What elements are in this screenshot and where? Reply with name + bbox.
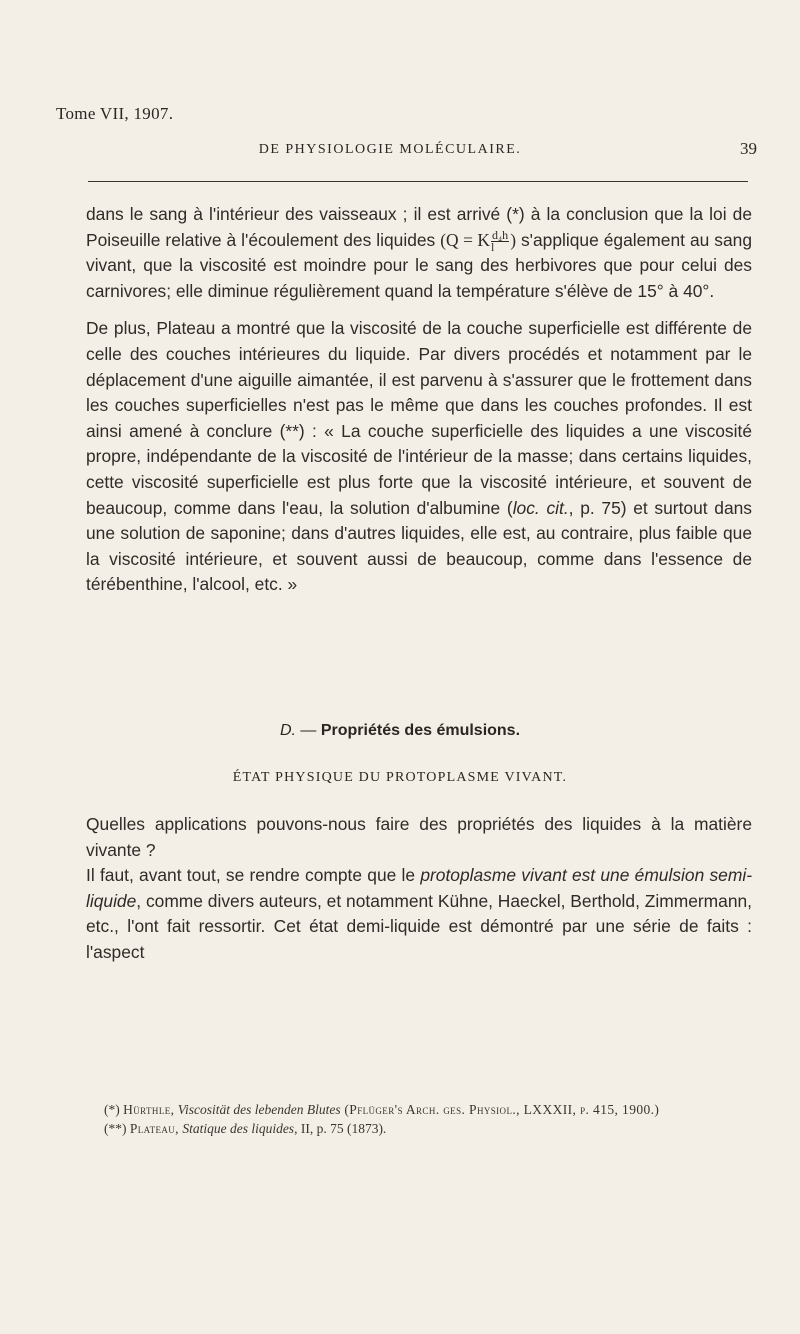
- paragraph-2-text: De plus, Plateau a montré que la viscosité de la couche superficielle est différente de celle des couches intérieures du liquide. Par divers procédés et notamment par le déplacement d'une aiguille aimantée, il est parvenu à s'assurer que le frottement dans les couches superficielles n'est pas le même que dans les couches profondes. Il est ainsi amené à conclure (**) : « La couche superficielle des liquides a une viscosité propre, indépendante de la viscosité de l'intérieur de la masse; dans certains liquides, cette viscosité superficielle est plus forte que la viscosité intérieure, et souvent de beaucoup, comme dans l'eau, la solution d'albumine (: [86, 318, 752, 518]
- footnote-2-title: Statique des liquides: [178, 1121, 295, 1136]
- footnotes: [88, 1100, 748, 1138]
- paragraph-3: [86, 812, 752, 863]
- paragraph-4-end: , comme divers auteurs, et notamment Kühne, Haeckel, Berthold, Zimmermann, etc., l'ont fait ressortir. Cet état demi-liquide est démontré par une série de faits : l'aspect: [86, 890, 752, 962]
- footnote-1-rest: (Pflüger's Arch. ges. Physiol., LXXXII, p. 415, 1900.): [340, 1102, 660, 1117]
- page-header: [0, 139, 800, 166]
- paragraph-1: [86, 202, 752, 304]
- poiseuille-formula: [440, 228, 516, 255]
- paragraph-2-citation: loc. cit.: [512, 497, 569, 518]
- section-dash: —: [295, 722, 321, 739]
- volume-label: Tome VII, 1907.: [56, 104, 174, 123]
- footnote-2-author: Plateau,: [129, 1121, 179, 1136]
- paragraph-4-emphasis: protoplasme vivant est une émulsion semi-liquide: [86, 865, 752, 911]
- footnote-2: [88, 1119, 748, 1138]
- header-rule: [88, 181, 748, 182]
- formula-denominator: l: [491, 240, 495, 255]
- formula-fraction: [491, 230, 509, 253]
- running-title: DE PHYSIOLOGIE MOLÉCULAIRE.: [258, 142, 522, 157]
- subsection-heading: ÉTAT PHYSIQUE DU PROTOPLASME VIVANT.: [232, 770, 568, 785]
- footnote-1: [88, 1100, 748, 1119]
- paragraph-1-start: dans le sang à l'intérieur des vaisseaux ; il est arrivé (*) à la conclusion que la loi de Poiseuille relative à l'écoulement des liquides: [86, 204, 752, 250]
- page-number: 39: [740, 139, 757, 158]
- footnote-2-rest: , II, p. 75 (1873).: [294, 1121, 387, 1136]
- body-text-2: [86, 812, 752, 966]
- body-text: [86, 202, 752, 598]
- footnote-2-mark: (**): [104, 1121, 130, 1136]
- paragraph-2-end: , p. 75) et surtout dans une solution de saponine; dans d'autres liquides, elle est, au contraire, plus faible que la viscosité intérieure, et souvent aussi de beaucoup, comme dans l'essence de térébenthine, l'alcool, etc. »: [86, 497, 752, 595]
- section-letter: D.: [279, 722, 296, 739]
- section-heading: [0, 722, 800, 740]
- section-title-text: Propriétés des émulsions.: [320, 722, 521, 739]
- paragraph-4-start: Il faut, avant tout, se rendre compte que le: [86, 865, 421, 886]
- footnote-1-mark: (*): [104, 1102, 124, 1117]
- footnote-1-author: Hürthle,: [123, 1102, 175, 1117]
- paragraph-4: [86, 863, 752, 965]
- footnote-1-title: Viscosität des lebenden Blutes: [174, 1102, 341, 1117]
- formula-left: (Q = K: [440, 229, 490, 250]
- paragraph-2: [86, 316, 752, 598]
- formula-numerator: d₄h: [492, 228, 509, 243]
- paragraph-1-end: s'applique également au sang vivant, que la viscosité est moindre pour le sang des herbivores que pour celui des carnivores; elle diminue régulièrement quand la température s'élève de 15° à 40°.: [86, 229, 753, 301]
- paragraph-3-text: Quelles applications pouvons-nous faire des propriétés des liquides à la matière vivante ?: [86, 814, 752, 860]
- formula-right: ): [510, 229, 516, 250]
